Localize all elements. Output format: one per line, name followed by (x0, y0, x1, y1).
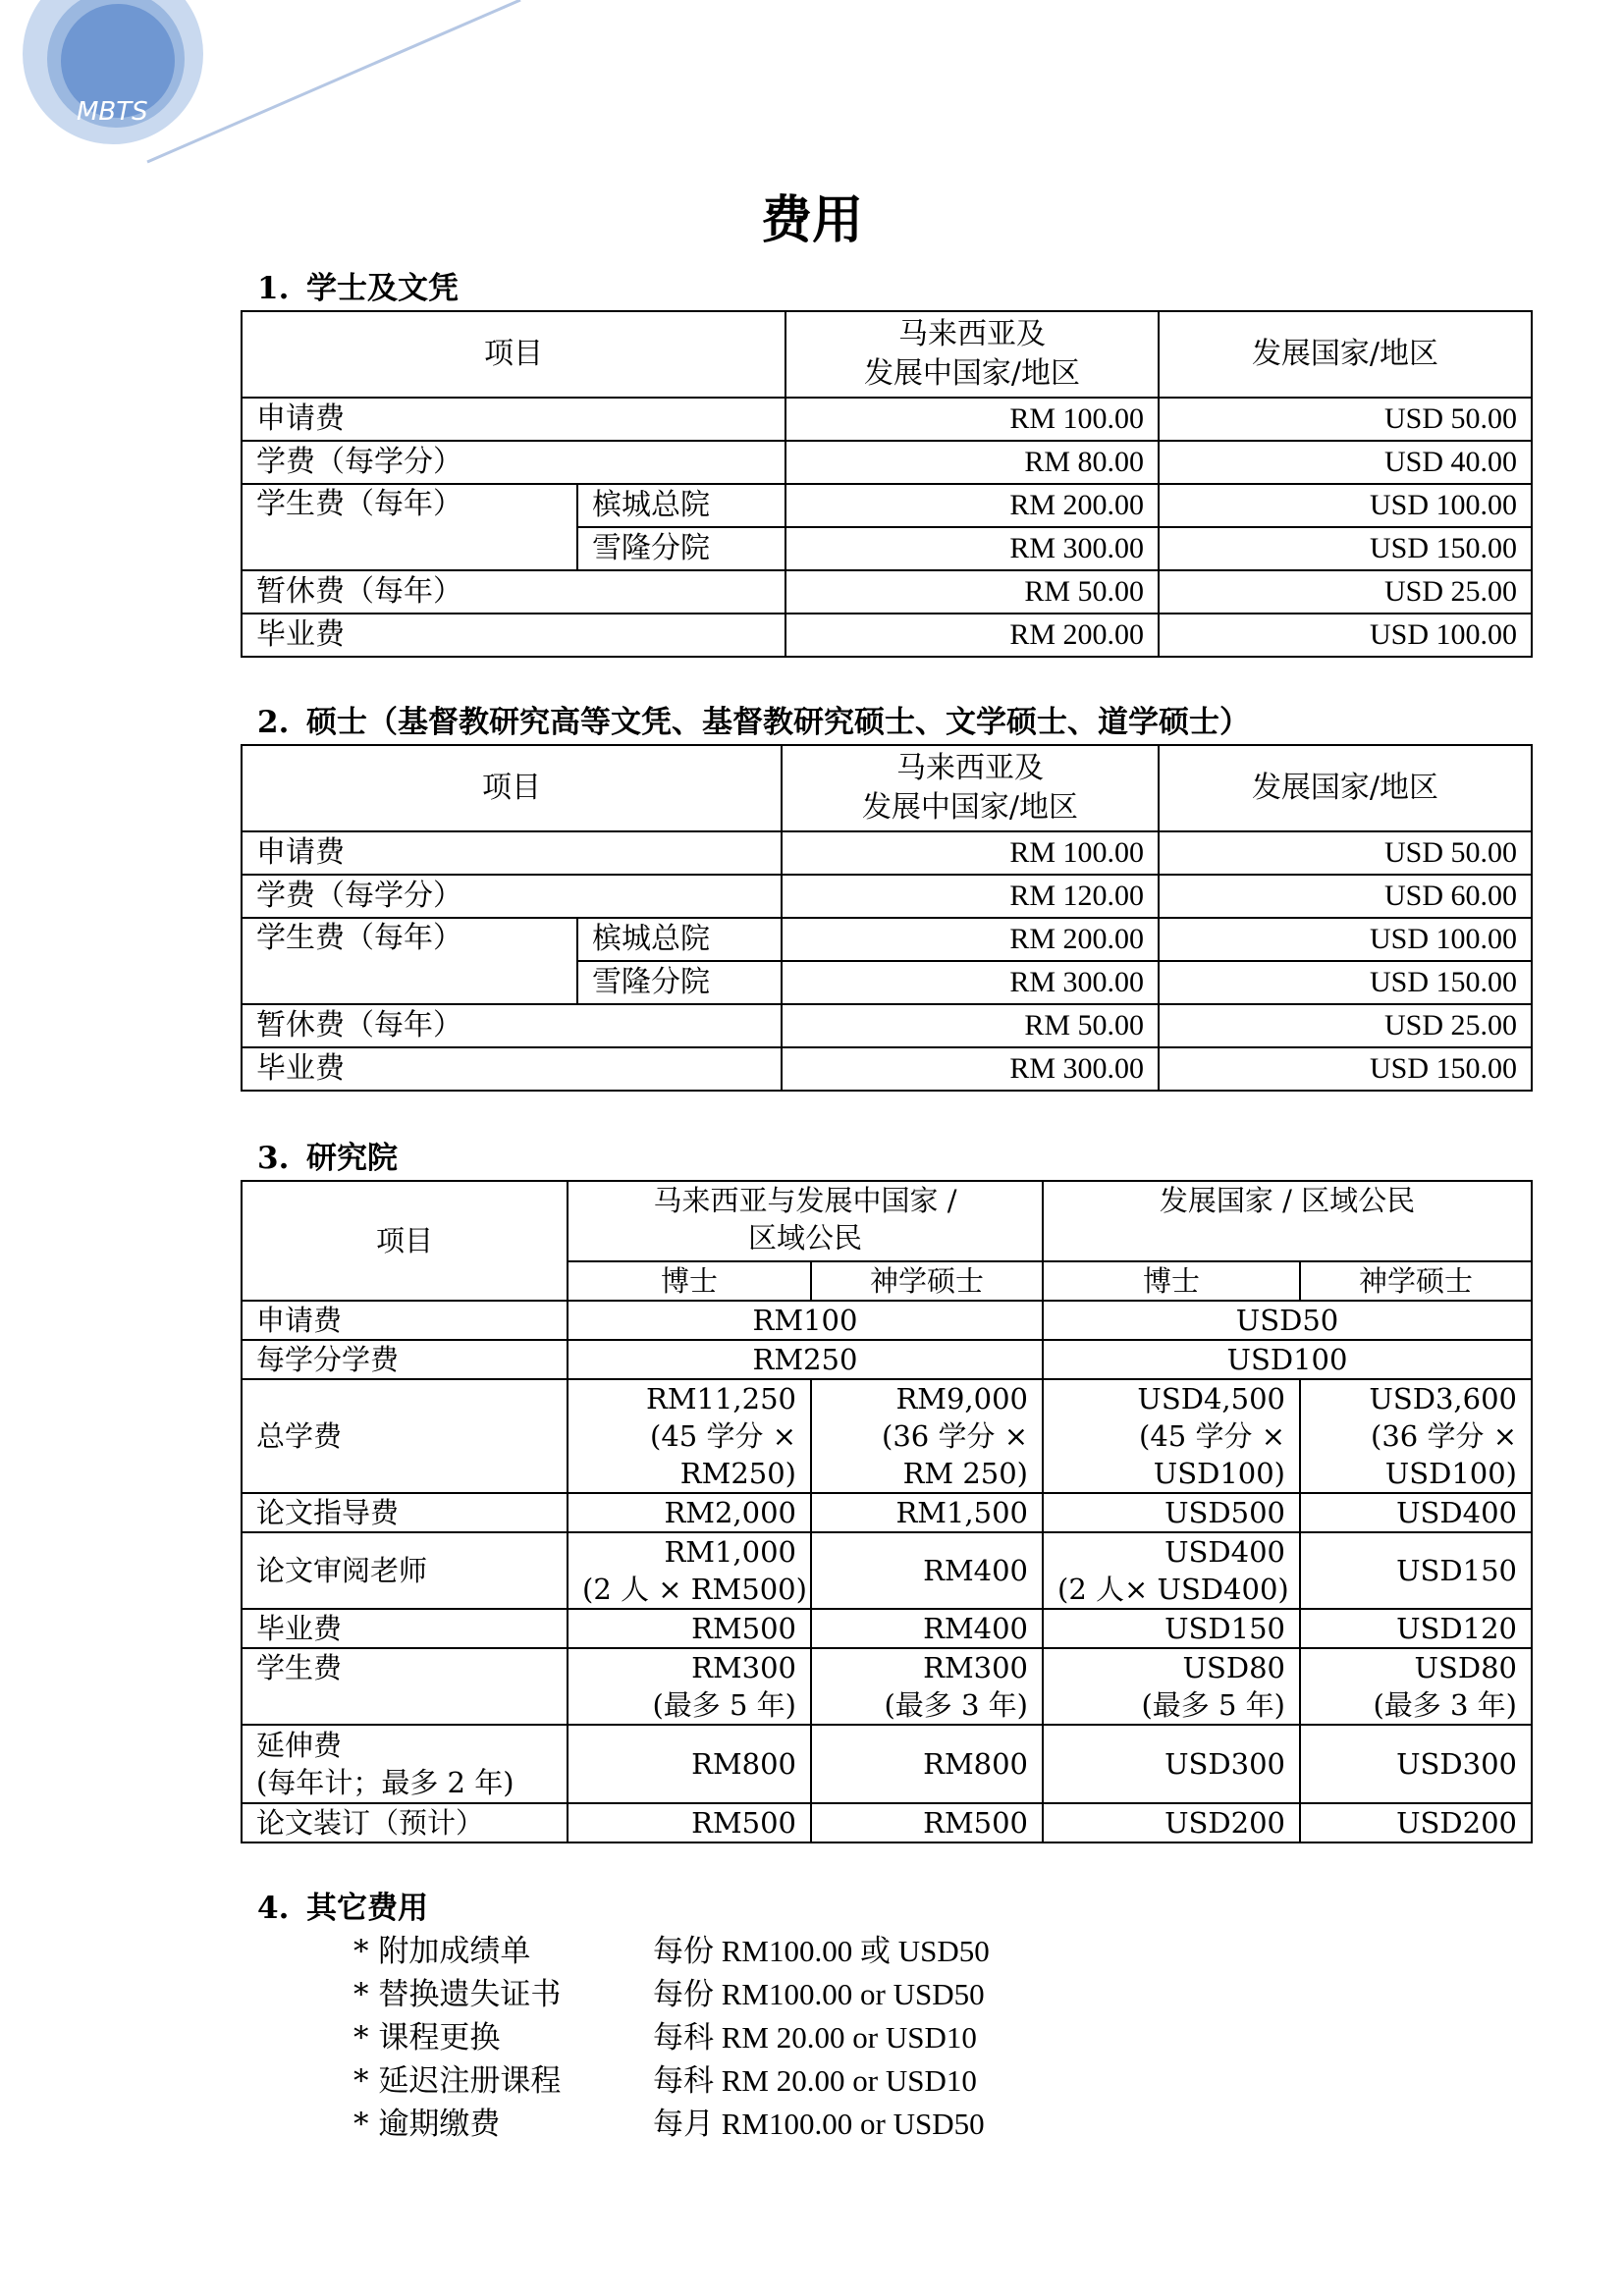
usd-value: USD 25.00 (1159, 1004, 1532, 1047)
section-4-heading: 4. 其它费用 (257, 1891, 428, 1926)
sub-label: 雪隆分院 (577, 961, 782, 1004)
section-3-heading: 3. 研究院 (257, 1141, 398, 1176)
section-2-heading: 2. 硕士（基督教研究高等文凭、基督教研究硕士、文学硕士、道学硕士） (257, 705, 1250, 740)
row-label: 学费（每学分） (242, 875, 782, 918)
list-item: * 替换遗失证书 每份 RM100.00 or USD50 (353, 1977, 985, 2012)
row-label: 毕业费 (242, 614, 785, 657)
row-label: 暂休费（每年） (242, 570, 785, 614)
row-label: 学生费（每年） (242, 484, 577, 570)
usd-value: USD 25.00 (1159, 570, 1532, 614)
row-label: 学生费 (242, 1648, 568, 1725)
usd-value: USD 150.00 (1159, 1047, 1532, 1091)
usd-value: USD 50.00 (1159, 398, 1532, 441)
usd-value: USD 40.00 (1159, 441, 1532, 484)
usd-value: USD 100.00 (1159, 484, 1532, 527)
other-fees-list (353, 1930, 990, 2146)
header-developed: 发展国家/地区 (1159, 745, 1532, 831)
row-label: 论文装订（预计） (242, 1803, 568, 1842)
row-label: 学费（每学分） (242, 441, 785, 484)
header-phd: 博士 (1043, 1261, 1300, 1301)
rm-value: RM 200.00 (785, 484, 1159, 527)
list-item: * 逾期缴费 每月 RM100.00 or USD50 (353, 2107, 985, 2142)
sub-label: 槟城总院 (577, 918, 782, 961)
header-local: 马来西亚及 发展中国家/地区 (782, 745, 1159, 831)
header-developed: 发展国家/地区 (1159, 311, 1532, 398)
row-label: 学生费（每年） (242, 918, 577, 1004)
rm-value: RM 100.00 (782, 831, 1159, 875)
row-label: 每学分学费 (242, 1340, 568, 1379)
sub-label: 槟城总院 (577, 484, 785, 527)
row-label: 总学费 (242, 1379, 568, 1493)
usd-value: USD 50.00 (1159, 831, 1532, 875)
bachelor-fee-table (241, 310, 1533, 658)
header-item: 项目 (242, 745, 782, 831)
rm-value: RM 80.00 (785, 441, 1159, 484)
logo-text: MBTS (77, 97, 148, 127)
row-label: 申请费 (242, 1301, 568, 1340)
row-label: 论文指导费 (242, 1493, 568, 1532)
rm-value: RM 300.00 (785, 527, 1159, 570)
header-item: 项目 (242, 311, 785, 398)
header-item: 项目 (242, 1181, 568, 1301)
list-item: * 延迟注册课程 每科 RM 20.00 or USD10 (353, 2063, 977, 2099)
header-group-local: 马来西亚与发展中国家 / 区域公民 (568, 1181, 1043, 1261)
section-1-heading: 1. 学士及文凭 (257, 271, 459, 306)
graduate-fee-table: 项目 马来西亚与发展中国家 / 区域公民 发展国家 / 区域公民 博士 神学硕士 博士 神学硕士 申请费 RM100 USD50 每学分学费 RM250 USD100 总学费 RM11,250 (45 学分 × RM250) RM9,000 (36 学分 × RM 250) USD4,500 (45 学分 × USD100) USD3,600 (36 学分 × USD100) 论文指导费 RM2,000 RM1,500 USD500 USD400 论文审阅老师 RM1,000 (2 人 × RM500) RM400 USD400 (2 人× USD400) USD150 毕业费 RM500 RM400 USD150 USD120 学生费 RM300 (最多 5 年) RM300 (最多 3 年) USD80 (最多 5 年) USD80 (最多 3 年) 延伸费 (每年计；最多 2 年) RM800 RM800 USD300 USD300 论文装订（预计） RM500 RM500 USD200 USD200 (241, 1180, 1533, 1843)
row-label: 论文审阅老师 (242, 1532, 568, 1609)
usd-value: USD 150.00 (1159, 527, 1532, 570)
mbts-logo (0, 0, 550, 196)
row-label: 暂休费（每年） (242, 1004, 782, 1047)
master-fee-table (241, 744, 1533, 1092)
rm-value: RM 200.00 (785, 614, 1159, 657)
row-label: 延伸费 (每年计；最多 2 年) (242, 1725, 568, 1803)
header-group-developed: 发展国家 / 区域公民 (1043, 1181, 1532, 1261)
rm-value: RM 200.00 (782, 918, 1159, 961)
usd-value: USD 150.00 (1159, 961, 1532, 1004)
rm-value: RM 300.00 (782, 961, 1159, 1004)
row-label: 毕业费 (242, 1047, 782, 1091)
header-mth: 神学硕士 (811, 1261, 1043, 1301)
row-label: 申请费 (242, 831, 782, 875)
sub-label: 雪隆分院 (577, 527, 785, 570)
rm-value: RM 120.00 (782, 875, 1159, 918)
usd-value: USD 100.00 (1159, 614, 1532, 657)
page-title: 费用 (760, 190, 863, 250)
rm-value: RM 50.00 (782, 1004, 1159, 1047)
row-label: 申请费 (242, 398, 785, 441)
header-local: 马来西亚及 发展中国家/地区 (785, 311, 1159, 398)
list-item: * 附加成绩单 每份 RM100.00 或 USD50 (353, 1934, 990, 1969)
rm-value: RM 50.00 (785, 570, 1159, 614)
usd-value: USD 60.00 (1159, 875, 1532, 918)
row-label: 毕业费 (242, 1609, 568, 1648)
header-mth: 神学硕士 (1300, 1261, 1532, 1301)
rm-value: RM 300.00 (782, 1047, 1159, 1091)
usd-value: USD 100.00 (1159, 918, 1532, 961)
rm-value: RM 100.00 (785, 398, 1159, 441)
list-item: * 课程更换 每科 RM 20.00 or USD10 (353, 2020, 977, 2056)
header-phd: 博士 (568, 1261, 811, 1301)
